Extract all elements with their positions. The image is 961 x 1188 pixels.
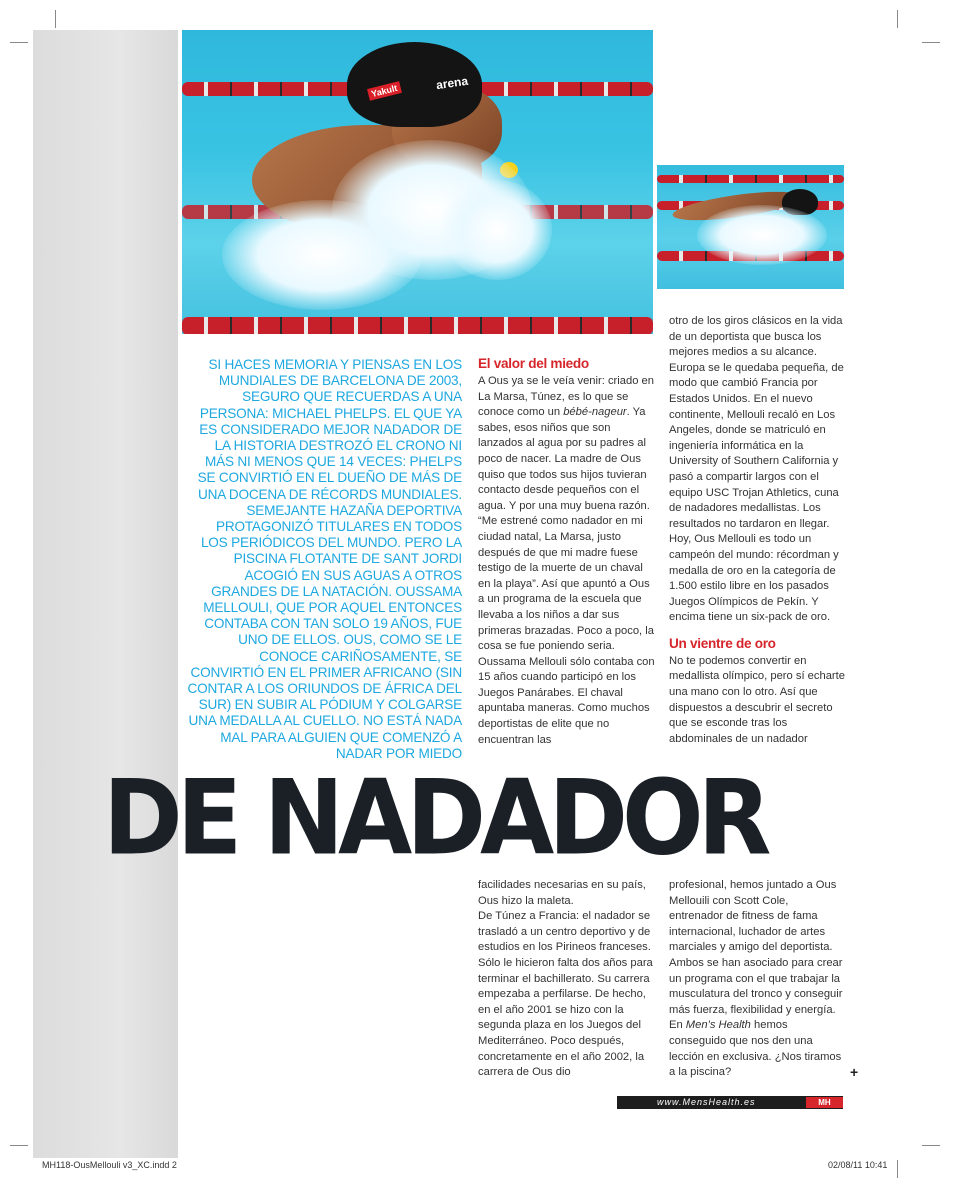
column-3 <box>478 878 656 1081</box>
water-splash <box>222 200 422 310</box>
swimmer-photo-main <box>182 30 653 334</box>
crop-mark <box>10 42 28 43</box>
column-4 <box>669 878 845 1081</box>
crop-mark <box>897 1160 898 1178</box>
water-splash <box>697 205 827 265</box>
column-2 <box>669 314 845 747</box>
crop-mark <box>10 1145 28 1146</box>
crop-mark <box>922 42 940 43</box>
column-1 <box>478 356 656 748</box>
headline: DE NADADOR <box>103 757 766 879</box>
crop-mark <box>55 10 56 28</box>
intro-text: SI HACES MEMORIA Y PIENSAS EN LOS MUNDIALES DE BARCELONA DE 2003, SEGURO QUE RECUERDAS A UNA PERSONA: MICHAEL PHELPS. EL QUE YA ES CONSIDERADO MEJOR NADADOR DE LA HISTORIA DESTROZÓ EL CRONO NI MÁS NI MENOS QUE 14 VECES: PHELPS SE CONVIRTIÓ EN EL DUEÑO DE MÁS DE UNA DOCENA DE RÉCORDS MUNDIALES. SEMEJANTE HAZAÑA DEPORTIVA PROTAGONIZÓ TITULARES EN TODOS LOS PERIÓDICOS DEL MUNDO. PERO LA PISCINA FLOTANTE DE SANT JORDI ACOGIÓ EN SUS AGUAS A OTROS GRANDES DE LA NATACIÓN. OUSSAMA MELLOULI, QUE POR AQUEL ENTONCES CONTABA CON TAN SOLO 19 AÑOS, FUE UNO DE ELLOS. OUS, COMO SE LE CONOCE CARIÑOSAMENTE, SE CONVIRTIÓ EN EL PRIMER AFRICANO (SIN CONTAR A LOS ORIUNDOS DE ÁFRICA DEL SUR) EN SUBIR AL PÓDIUM Y COLGARSE UNA MEDALLA AL CUELLO. NO ESTÁ NADA MAL PARA ALGUIEN QUE COMENZÓ A NADAR POR MIEDO <box>187 357 462 761</box>
col4-paragraph: profesional, hemos juntado a Ous Mellouili con Scott Cole, entrenador de fitness de fama internacional, luchador de artes marciales y amigo del deportista. Ambos se han asociado para crear un programa con el que trabajar la musculatura del tronco y conseguir más fuerza, flexibilidad y energía. En Men’s Health hemos conseguido que nos den una lección en exclusiva. ¿Nos tiramos a la piscina? <box>669 879 843 1079</box>
lane-rope <box>657 175 844 183</box>
col1-paragraph: A Ous ya se le veía venir: criado en La Marsa, Túnez, es lo que se conoce como un bébé-nageur. Ya sabes, esos niños que son lanzados al agua por su padres al poco de nacer. La madre de Ous quiso que todos sus hijos tuvieran contacto desde pequeños con el agua. Y por una muy buena razón. “Me estrené como nadador en mi ciudad natal, La Marsa, justo después de que mi madre fuese testigo de la muerte de un chaval en la playa”. Así que apuntó a Ous a un programa de la escuela que llevaba a los niños a dar sus primeras brazadas. Poco a poco, la cosa se fue poniendo seria. Oussama Mellouli sólo contaba con 15 años cuando participó en los Juegos Panárabes. El chaval apuntaba maneras. Como muchos deportistas de elite que no encuentran las <box>478 375 655 746</box>
swimmer-photo-small <box>657 165 844 289</box>
cap-logo: Yakult <box>367 81 401 101</box>
col2-paragraph-2: No te podemos convertir en medallista olímpico, pero sí echarte una mano con lo otro. Así que dispuestos a descubrir el secreto que se esconde tras los abdominales de un nadador <box>669 654 845 745</box>
footer-url: www.MensHealth.es <box>657 1097 756 1107</box>
cap-brand: arena <box>435 73 469 93</box>
lane-rope <box>182 317 653 334</box>
subheading-valor: El valor del miedo <box>478 356 589 371</box>
mh-logo: MH <box>806 1097 843 1108</box>
subheading-vientre: Un vientre de oro <box>669 635 776 651</box>
slug-date: 02/08/11 10:41 <box>828 1160 888 1170</box>
gray-side-band <box>33 30 178 1158</box>
crop-mark <box>922 1145 940 1146</box>
col2-paragraph-1: otro de los giros clásicos en la vida de un deportista que busca los mejores medios a su alcance. Europa se le quedaba pequeña, de modo que cambió Francia por Estados Unidos. En el nuevo continente, Mellouli recaló en Los Angeles, donde se matriculó en ingeniería informática en la University of Southern California y pasó a compartir largos con el equipo USC Trojan Athletics, cuna de nadadores medallistas. Los resultados no tardaron en llegar. Hoy, Ous Mellouli es todo un campeón del mundo: récordman y medalla de oro en la categoría de 1.500 estilo libre en los pasados Juegos Olímpicos de Pekín. Y encima tiene un six-pack de oro. <box>669 315 844 624</box>
slug-filename: MH118-OusMellouli v3_XC.indd 2 <box>42 1160 177 1170</box>
col3-paragraph-1: facilidades necesarias en su país, Ous hizo la maleta. <box>478 879 646 907</box>
water-splash <box>442 180 552 280</box>
end-mark: + <box>850 1064 859 1080</box>
col3-paragraph-2: De Túnez a Francia: el nadador se trasladó a un centro deportivo y de estudios en los Pirineos franceses. Sólo le hicieron falta dos años para terminar el bachillerato. Su carrera empezaba a perfilarse. De hecho, en el año 2001 se hizo con la segunda plaza en los Juegos del Mediterráneo. Poco después, concretamente en el año 2002, la carrera de Ous dio <box>478 910 653 1079</box>
crop-mark <box>897 10 898 28</box>
